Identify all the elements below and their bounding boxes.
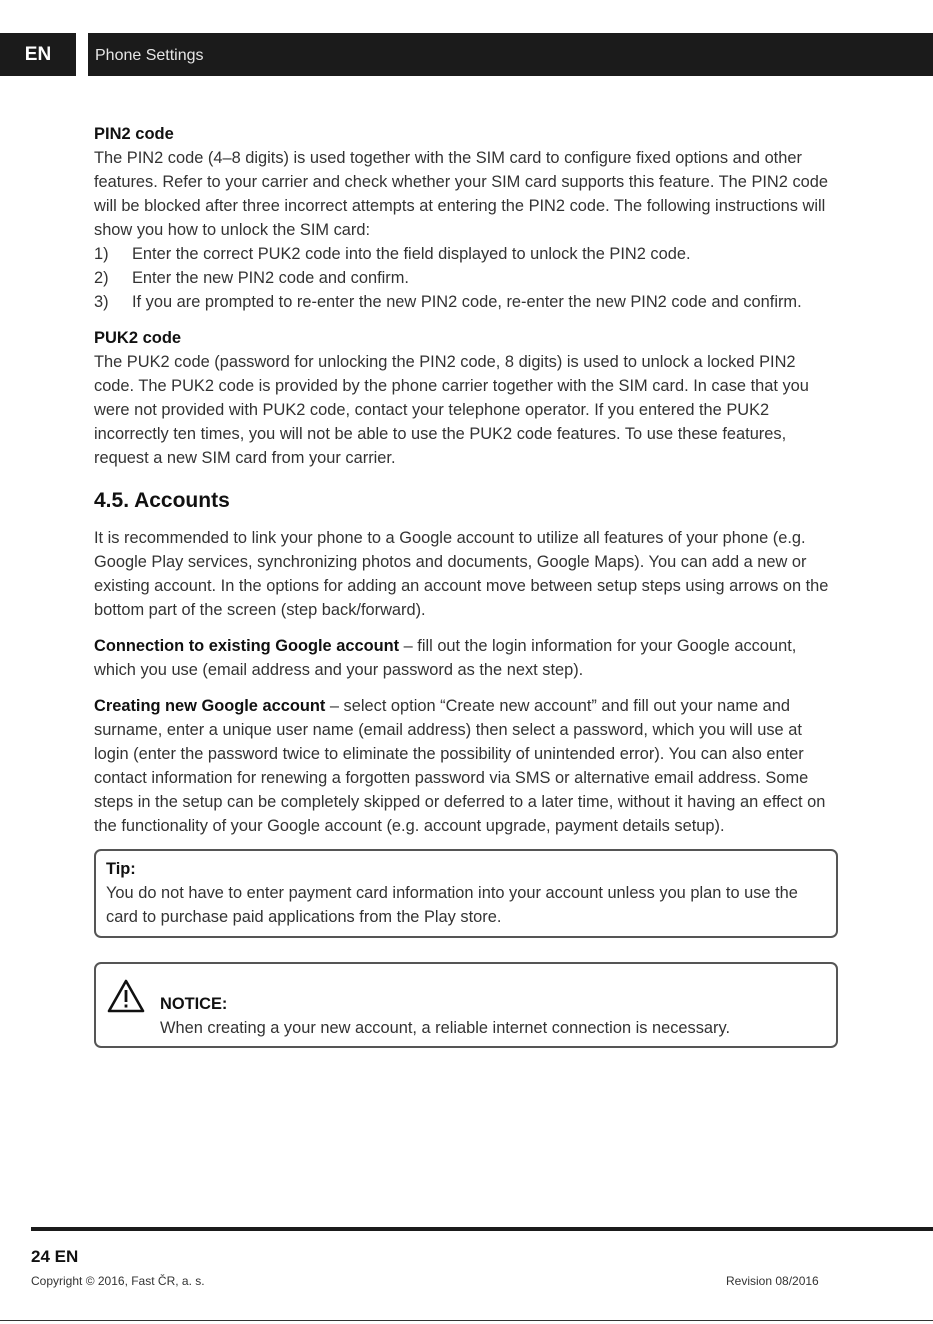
pin2-body: The PIN2 code (4–8 digits) is used together with the SIM card to configure fixed options and other features. Refer to your carrier and check whether your SIM card supports this feature. The PIN2 code will be blocked after three incorrect attempts at entering the PIN2 code. The following instructions will show you how to unlock the SIM card: bbox=[94, 149, 828, 239]
list-item bbox=[94, 266, 836, 290]
revision: Revision 08/2016 bbox=[726, 1274, 819, 1288]
puk2-body: The PUK2 code (password for unlocking the PIN2 code, 8 digits) is used to unlock a locked PIN2 code. The PUK2 code is provided by the phone carrier together with the SIM card. In case that you were not provided with PUK2 code, contact your telephone operator. If you entered the PUK2 incorrectly ten times, you will not be able to use the PUK2 code features. To use these features, request a new SIM card from your carrier. bbox=[94, 353, 809, 467]
step-text: Enter the correct PUK2 code into the field displayed to unlock the PIN2 code. bbox=[132, 245, 691, 263]
notice-box bbox=[94, 962, 838, 1048]
puk2-heading: PUK2 code bbox=[94, 329, 182, 347]
step-number: 1) bbox=[94, 245, 109, 263]
accounts-intro: It is recommended to link your phone to a Google account to utilize all features of your phone (e.g. Google Play services, synchronizing photos and documents, Google Maps). You can add a new or existing account. In the options for adding an account move between setup steps using arrows on the bottom part of the screen (step back/forward). bbox=[94, 529, 829, 619]
pin2-heading: PIN2 code bbox=[94, 125, 174, 143]
list-item bbox=[94, 242, 836, 266]
new-account-paragraph bbox=[94, 694, 836, 838]
pin2-steps bbox=[94, 242, 836, 314]
new-account-text: – select option “Create new account” and fill out your name and surname, enter a unique user name (email address) then select a password, which you will use at login (enter the password twice to eliminate the possibility of unintended error). You can also enter contact information for renewing a forgotten password via SMS or alternative email address. Some steps in the setup can be completely skipped or deferred to a later time, without it having an effect on the functionality of your Google account (e.g. account upgrade, payment details setup). bbox=[94, 697, 826, 835]
step-number: 2) bbox=[94, 269, 109, 287]
tip-text: You do not have to enter payment card information into your account unless you plan to use the card to purchase paid applications from the Play store. bbox=[106, 884, 798, 926]
tip-box bbox=[94, 849, 838, 938]
accounts-heading: 4.5. Accounts bbox=[94, 489, 230, 512]
page-number: 24 EN bbox=[31, 1247, 79, 1266]
page-header bbox=[0, 33, 933, 76]
step-number: 3) bbox=[94, 293, 109, 311]
new-account-lead: Creating new Google account bbox=[94, 697, 326, 715]
existing-account-paragraph bbox=[94, 634, 836, 682]
page-content bbox=[94, 122, 836, 1048]
language-tab: EN bbox=[24, 43, 52, 65]
step-text: If you are prompted to re-enter the new PIN2 code, re-enter the new PIN2 code and confirm. bbox=[132, 293, 802, 311]
notice-text: When creating a your new account, a reliable internet connection is necessary. bbox=[160, 1019, 731, 1037]
warning-triangle-icon bbox=[106, 976, 160, 1040]
bottom-divider bbox=[0, 1320, 933, 1321]
step-text: Enter the new PIN2 code and confirm. bbox=[132, 269, 409, 287]
tip-title: Tip: bbox=[106, 860, 136, 878]
copyright: Copyright © 2016, Fast ČR, a. s. bbox=[31, 1274, 205, 1288]
existing-account-text: – fill out the login information for your Google account, which you use (email address and your password as the next step). bbox=[94, 637, 797, 679]
list-item bbox=[94, 290, 836, 314]
footer-divider bbox=[31, 1227, 933, 1231]
existing-account-lead: Connection to existing Google account bbox=[94, 637, 400, 655]
header-divider bbox=[76, 33, 88, 76]
section-title: Phone Settings bbox=[95, 47, 204, 64]
notice-title: NOTICE: bbox=[160, 995, 228, 1013]
